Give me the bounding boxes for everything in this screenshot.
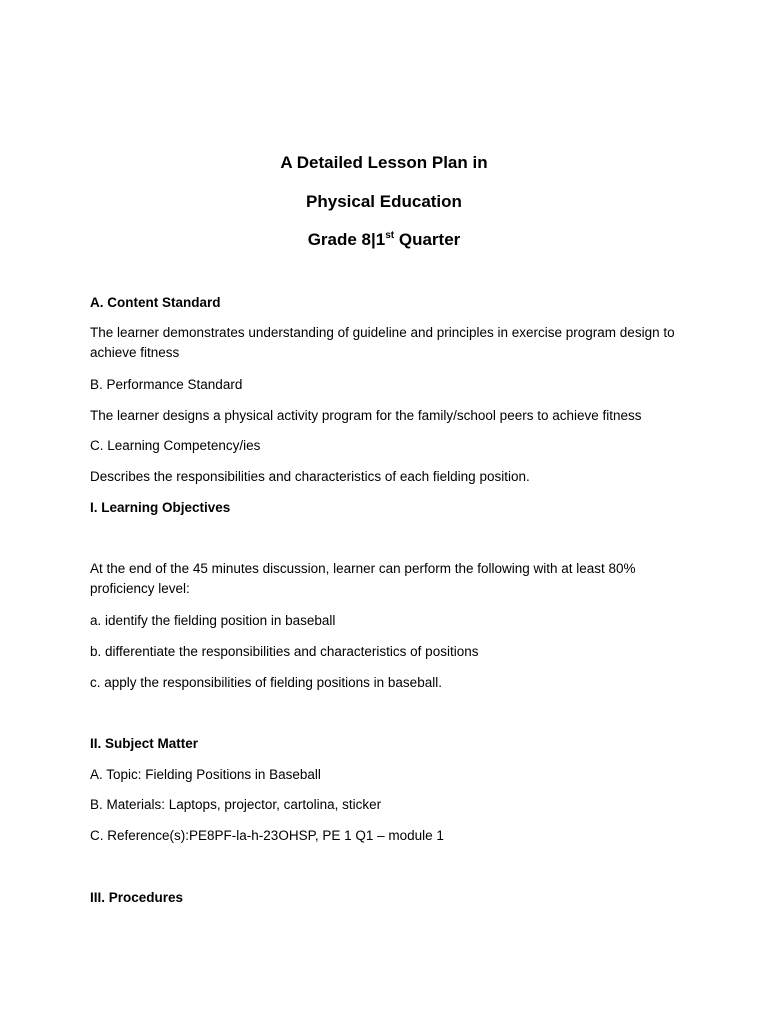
grade-prefix: Grade 8|1 (307, 230, 386, 249)
grade-suffix: Quarter (394, 230, 461, 249)
learning-competency-label: C. Learning Competency/ies (90, 438, 261, 453)
performance-standard-text: The learner designs a physical activity program for the family/school peers to achieve fitness (90, 408, 642, 423)
content-standard-heading: A. Content Standard (90, 295, 221, 310)
subject-materials: B. Materials: Laptops, projector, cartolina, sticker (90, 797, 382, 812)
title-line-1: A Detailed Lesson Plan in (280, 153, 488, 172)
objective-item: b. differentiate the responsibilities and characteristics of positions (90, 644, 479, 659)
subject-references: C. Reference(s):PE8PF-la-h-23OHSP, PE 1 Q1 – module 1 (90, 828, 444, 843)
learning-competency-text: Describes the responsibilities and characteristics of each fielding position. (90, 469, 530, 484)
subject-matter-heading: II. Subject Matter (90, 736, 199, 751)
title-grade-quarter (0, 230, 768, 250)
objective-item: a. identify the fielding position in baseball (90, 613, 336, 628)
performance-standard-label: B. Performance Standard (90, 377, 243, 392)
objective-item: c. apply the responsibilities of fielding positions in baseball. (90, 675, 442, 690)
content-standard-text: The learner demonstrates understanding of guideline and principles in exercise program design to achieve fitness (90, 325, 675, 360)
title-line-2: Physical Education (306, 192, 462, 211)
learning-objectives-heading: I. Learning Objectives (90, 500, 231, 515)
grade-superscript: st (385, 230, 395, 241)
procedures-heading: III. Procedures (90, 890, 184, 905)
objectives-intro: At the end of the 45 minutes discussion, learner can perform the following with at least 80% proficiency level: (90, 561, 636, 596)
subject-topic: A. Topic: Fielding Positions in Baseball (90, 767, 321, 782)
